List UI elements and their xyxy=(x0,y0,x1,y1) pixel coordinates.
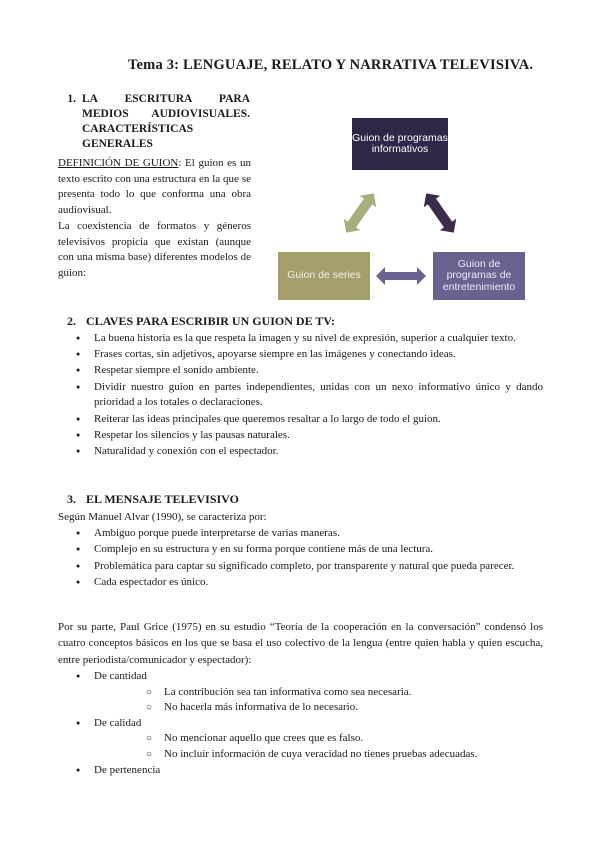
maxim-item xyxy=(60,716,543,763)
list-item: ● Reiterar las ideas principales que queremos resaltar a lo largo de todo el guion. xyxy=(60,412,543,428)
list-item: ● Complejo en su estructura y en su forma porque contiene más de una lectura. xyxy=(60,542,543,558)
maxim-item xyxy=(60,763,543,779)
list-item: ● Ambiguo porque puede interpretarse de varias maneras. xyxy=(60,526,543,542)
node-informativos: Guion de programas informativos xyxy=(352,118,448,170)
section-1-title: LA ESCRITURA PARA MEDIOS AUDIOVISUALES. CARACTERÍSTICAS GENERALES xyxy=(82,93,250,150)
section-2-number: 2. xyxy=(67,314,76,328)
script-types-diagram xyxy=(270,110,570,310)
list-item: ● Dividir nuestro guion en partes independientes, unidas con un nexo informativo único y dando prioridad a los totales o declaraciones. xyxy=(60,380,543,412)
section-2-heading xyxy=(58,314,335,329)
section-1-paragraph-2: La coexistencia de formatos y géneros televisivos propicia que existan (aunque con una misma base) diferentes modelos de guion: xyxy=(58,219,251,279)
list-item: ● Respetar siempre el sonido ambiente. xyxy=(60,363,543,379)
section-2-title: CLAVES PARA ESCRIBIR UN GUION DE TV: xyxy=(86,314,335,328)
section-3-heading xyxy=(58,492,239,507)
page-title: Tema 3: LENGUAJE, RELATO Y NARRATIVA TELEVISIVA. xyxy=(128,57,534,73)
maxim-item xyxy=(60,669,543,716)
node-series: Guion de series xyxy=(278,252,370,300)
sub-list-item: ○ No mencionar aquello que crees que es falso. xyxy=(94,731,543,747)
section-1-body xyxy=(58,156,251,282)
list-item: ● Cada espectador es único. xyxy=(60,575,543,591)
section-3-title: EL MENSAJE TELEVISIVO xyxy=(86,492,239,506)
node-entretenimiento: Guion de programas de entretenimiento xyxy=(433,252,525,300)
definition-text: : El guion es un texto escrito con una estructura en la que se presenta todo lo que conforma una obra audiovisual. xyxy=(58,157,251,217)
arrow-bottom xyxy=(376,267,426,285)
sub-list-item: ○ No incluir información de cuya veracidad no tienes pruebas adecuadas. xyxy=(94,747,543,763)
section-2-list xyxy=(60,331,543,460)
section-1-number: 1. xyxy=(67,93,76,105)
grice-paragraph: Por su parte, Paul Grice (1975) en su estudio “Teoría de la cooperación en la conversación” condensó los cuatro conceptos básicos en los que se basa el uso colectivo de la lengua (entre quien habla y quien escucha, entre periodista/comunicador y espectador): xyxy=(58,621,543,666)
list-item: ● La buena historia es la que respeta la imagen y su nivel de expresión, superior a cualquier texto. xyxy=(60,331,543,347)
arrow-top-left xyxy=(338,188,382,239)
maxim-label: De calidad xyxy=(94,716,142,729)
section-3-list xyxy=(60,526,543,591)
list-item: ● Problemática para captar su significado completo, por transparente y natural que pueda parecer. xyxy=(60,559,543,575)
arrow-top-right xyxy=(418,188,462,239)
maxim-label: De pertenencia xyxy=(94,763,161,776)
maxim-label: De cantidad xyxy=(94,670,147,682)
list-item: ● Frases cortas, sin adjetivos, apoyarse siempre en las imágenes y conectando ideas. xyxy=(60,347,543,363)
grice-maxims-list xyxy=(60,669,543,778)
definition-label: DEFINICIÓN DE GUION xyxy=(58,157,179,169)
list-item: ● Respetar los silencios y las pausas naturales. xyxy=(60,428,543,444)
list-item: ● Naturalidad y conexión con el espectador. xyxy=(60,444,543,460)
section-1-heading xyxy=(58,92,250,152)
sub-list-item: ○ No hacerla más informativa de lo necesario. xyxy=(94,700,543,716)
sub-list-item: ○ La contribución sea tan informativa como sea necesaria. xyxy=(94,685,543,701)
maxim-sublist xyxy=(94,685,543,716)
section-3-intro: Según Manuel Alvar (1990), se caracteriza por: xyxy=(58,511,267,523)
section-3-number: 3. xyxy=(67,492,76,506)
maxim-sublist xyxy=(94,731,543,762)
